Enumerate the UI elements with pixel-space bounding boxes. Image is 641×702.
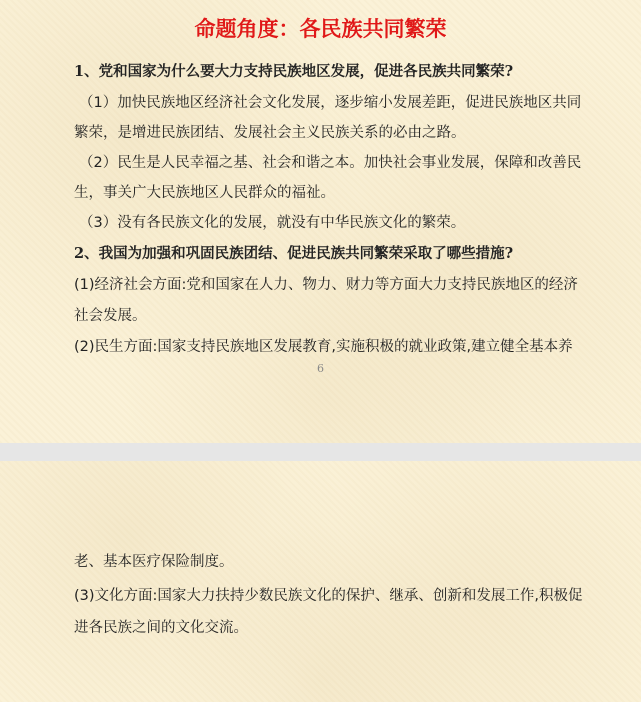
answer-2-1-line-2: 社会发展。: [74, 308, 147, 324]
answer-2-2-line-1: (2)民生方面:国家支持民族地区发展教育,实施积极的就业政策,建立健全基本养: [74, 339, 573, 355]
page-break-gap: [0, 443, 641, 461]
page-number: 6: [317, 362, 324, 375]
answer-1-2-line-2: 生，事关广大民族地区人民群众的福祉。: [74, 185, 335, 201]
question-2-heading: 2、我国为加强和巩固民族团结、促进民族共同繁荣采取了哪些措施?: [74, 245, 514, 262]
document-page-2: [0, 461, 641, 702]
answer-1-2-line-1: （2）民生是人民幸福之基、社会和谐之本。加快社会事业发展，保障和改善民: [79, 155, 582, 171]
document-title: 命题角度：各民族共同繁荣: [194, 16, 447, 41]
question-1-heading: 1、党和国家为什么要大力支持民族地区发展，促进各民族共同繁荣?: [74, 63, 514, 80]
answer-2-3-line-1: (3)文化方面:国家大力扶持少数民族文化的保护、继承、创新和发展工作,积极促: [74, 588, 583, 604]
answer-2-1-line-1: (1)经济社会方面:党和国家在人力、物力、财力等方面大力支持民族地区的经济: [74, 277, 578, 293]
answer-1-3-line-1: （3）没有各民族文化的发展，就没有中华民族文化的繁荣。: [79, 215, 466, 231]
answer-1-1-line-1: （1）加快民族地区经济社会文化发展，逐步缩小发展差距，促进民族地区共同: [79, 95, 582, 111]
answer-1-1-line-2: 繁荣，是增进民族团结、发展社会主义民族关系的必由之路。: [74, 125, 466, 141]
answer-2-3-line-2: 进各民族之间的文化交流。: [74, 620, 248, 636]
answer-2-2-line-2: 老、基本医疗保险制度。: [74, 554, 234, 570]
